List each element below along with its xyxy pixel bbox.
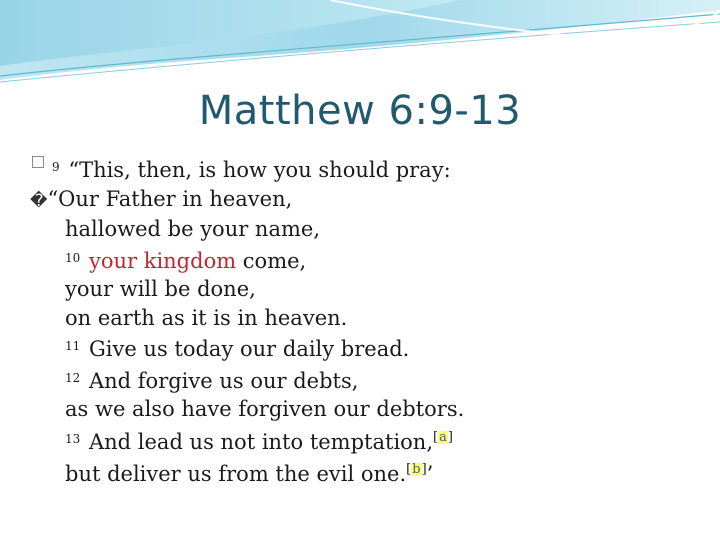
line-10	[32, 424, 702, 457]
line-text: your will be done,	[65, 277, 256, 301]
footnote-link[interactable]: b	[412, 462, 421, 477]
footnote-link[interactable]: a	[439, 429, 447, 445]
replacement-glyph-icon: �	[30, 190, 48, 211]
verse-number: 9	[52, 160, 60, 174]
verse-number: 12	[65, 370, 81, 385]
slide-title: Matthew 6:9-13	[198, 88, 522, 134]
footnote-b[interactable]: [b]	[406, 462, 427, 477]
line-1	[32, 153, 702, 185]
line-6	[32, 304, 702, 333]
line-text: on earth as it is in heaven.	[65, 305, 348, 330]
header-wave-decoration	[0, 0, 720, 90]
bullet-square-icon	[32, 156, 44, 168]
line-text: “This, then, is how you should pray:	[68, 158, 451, 182]
line-3	[32, 215, 702, 244]
scripture-body	[32, 153, 702, 489]
line-text: as we also have forgiven our debtors.	[65, 397, 465, 421]
line-text: And forgive us our debts,	[88, 368, 359, 393]
red-letter-text: your kingdom	[88, 248, 237, 273]
verse-number: 11	[65, 339, 81, 353]
line-7	[32, 332, 702, 364]
line-text: “Our Father in heaven,	[47, 186, 293, 211]
verse-number: 13	[65, 431, 81, 446]
verse-number: 10	[65, 250, 81, 265]
line-2	[32, 185, 702, 216]
closing-quote: ’	[426, 462, 434, 486]
line-4	[32, 244, 702, 276]
line-text: hallowed be your name,	[65, 217, 320, 241]
line-8	[32, 364, 702, 396]
line-text: And lead us not into temptation,	[88, 429, 433, 454]
line-text: come,	[236, 248, 307, 273]
line-11	[32, 456, 702, 489]
line-text: Give us today our daily bread.	[88, 337, 410, 361]
line-9	[32, 395, 702, 424]
line-5	[32, 275, 702, 304]
line-text: but deliver us from the evil one.	[65, 462, 407, 486]
footnote-a[interactable]: [a]	[433, 429, 453, 445]
